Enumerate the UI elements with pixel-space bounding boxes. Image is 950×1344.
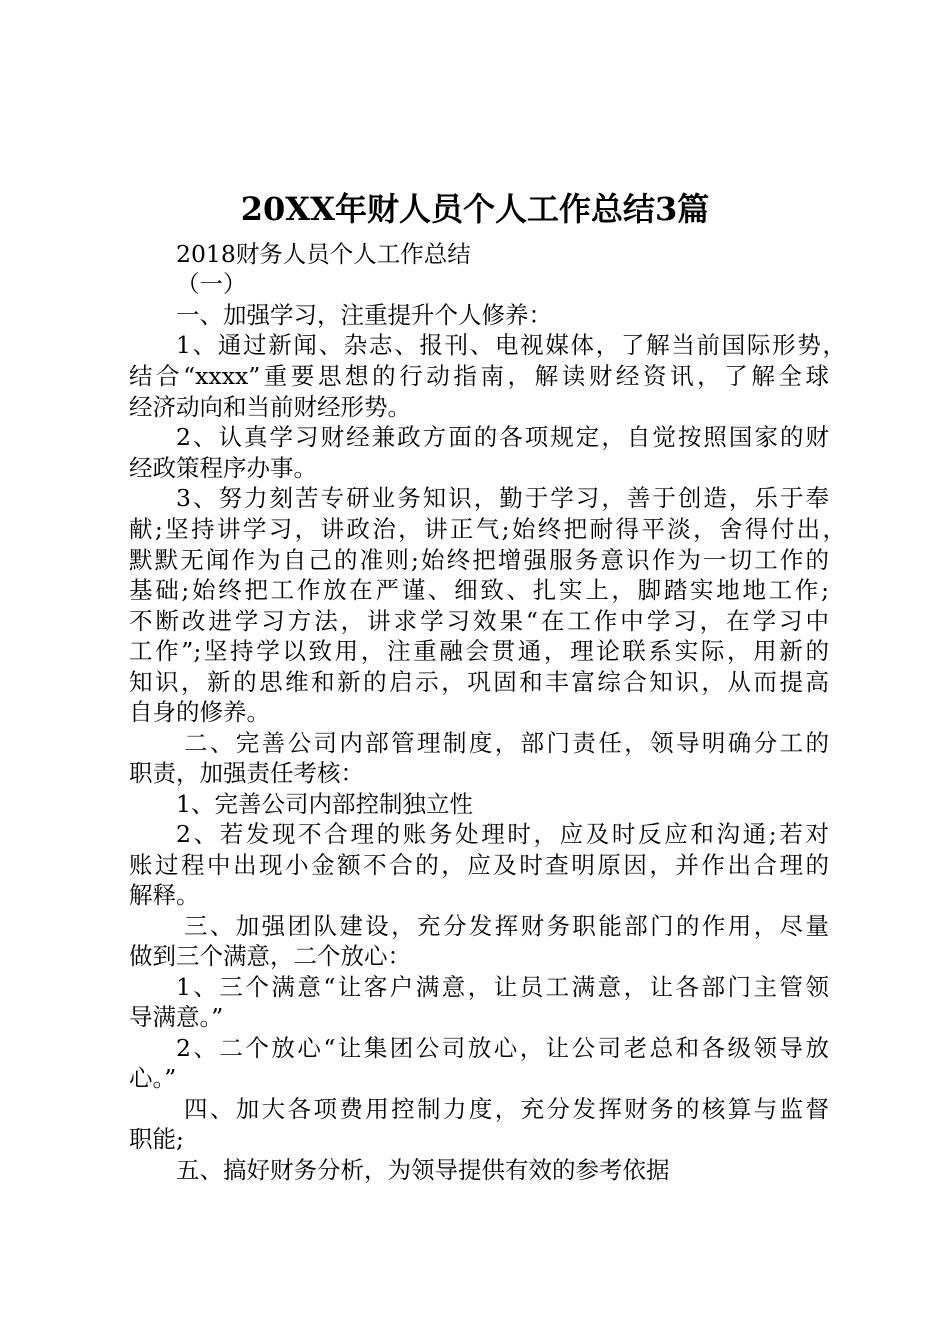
paragraph-line: 不断改进学习方法，讲求学习效果“在工作中学习，在学习中 — [129, 607, 829, 635]
paragraph-line: 结合“xxxx”重要思想的行动指南，解读财经资讯，了解全球 — [129, 362, 829, 390]
paragraph-line: 心。” — [129, 1064, 177, 1092]
paragraph-line: 基础;始终把工作放在严谨、细致、扎实上，脚踏实地地工作; — [129, 576, 829, 604]
paragraph-line: 导满意。” — [129, 1003, 224, 1031]
heading-2-cont: 职责，加强责任考核： — [129, 759, 364, 787]
heading-4-cont: 职能; — [129, 1125, 184, 1153]
paragraph-line: 自身的修养。 — [129, 698, 270, 726]
paragraph-line: 经政策程序办事。 — [129, 454, 317, 482]
paragraph-line: 工作”;坚持学以致用，注重融会贯通，理论联系实际，用新的 — [129, 637, 829, 665]
heading-3: 三、加强团队建设，充分发挥财务职能部门的作用，尽量 — [184, 912, 829, 940]
paragraph-line: 2、认真学习财经兼政方面的各项规定，自觉按照国家的财 — [176, 423, 829, 451]
paragraph-line: 2、二个放心“让集团公司放心，让公司老总和各级领导放 — [176, 1034, 829, 1062]
document-title: 20XX年财人员个人工作总结3篇 — [240, 190, 710, 228]
paragraph-line: 1、三个满意“让客户满意，让员工满意，让各部门主管领 — [176, 973, 829, 1001]
subtitle-line: 2018财务人员个人工作总结 — [176, 240, 471, 268]
paragraph-line: 1、完善公司内部控制独立性 — [176, 790, 473, 818]
paragraph-line: 2、若发现不合理的账务处理时，应及时反应和沟通;若对 — [176, 820, 829, 848]
paragraph-line: 知识，新的思维和新的启示，巩固和丰富综合知识，从而提高 — [129, 668, 829, 696]
paragraph-line: 3、努力刻苦专研业务知识，勤于学习，善于创造，乐于奉 — [176, 484, 829, 512]
heading-2: 二、完善公司内部管理制度，部门责任，领导明确分工的 — [184, 729, 829, 757]
paragraph-line: 账过程中出现小金额不合的，应及时查明原因，并作出合理的 — [129, 851, 829, 879]
paragraph-line: 解释。 — [129, 881, 200, 909]
paragraph-line: 1、通过新闻、杂志、报刊、电视媒体，了解当前国际形势， — [176, 331, 846, 359]
paragraph-line: 默默无闻作为自己的准则;始终把增强服务意识作为一切工作的 — [129, 546, 829, 574]
heading-3-cont: 做到三个满意，二个放心： — [129, 942, 411, 970]
heading-5: 五、搞好财务分析，为领导提供有效的参考依据 — [176, 1156, 670, 1184]
section-number: （一） — [176, 270, 247, 298]
paragraph-line: 献;坚持讲学习，讲政治，讲正气;始终把耐得平淡，舍得付出， — [129, 515, 846, 543]
heading-1: 一、加强学习，注重提升个人修养： — [176, 301, 552, 329]
paragraph-line: 经济动向和当前财经形势。 — [129, 393, 411, 421]
heading-4: 四、加大各项费用控制力度，充分发挥财务的核算与监督 — [184, 1095, 829, 1123]
